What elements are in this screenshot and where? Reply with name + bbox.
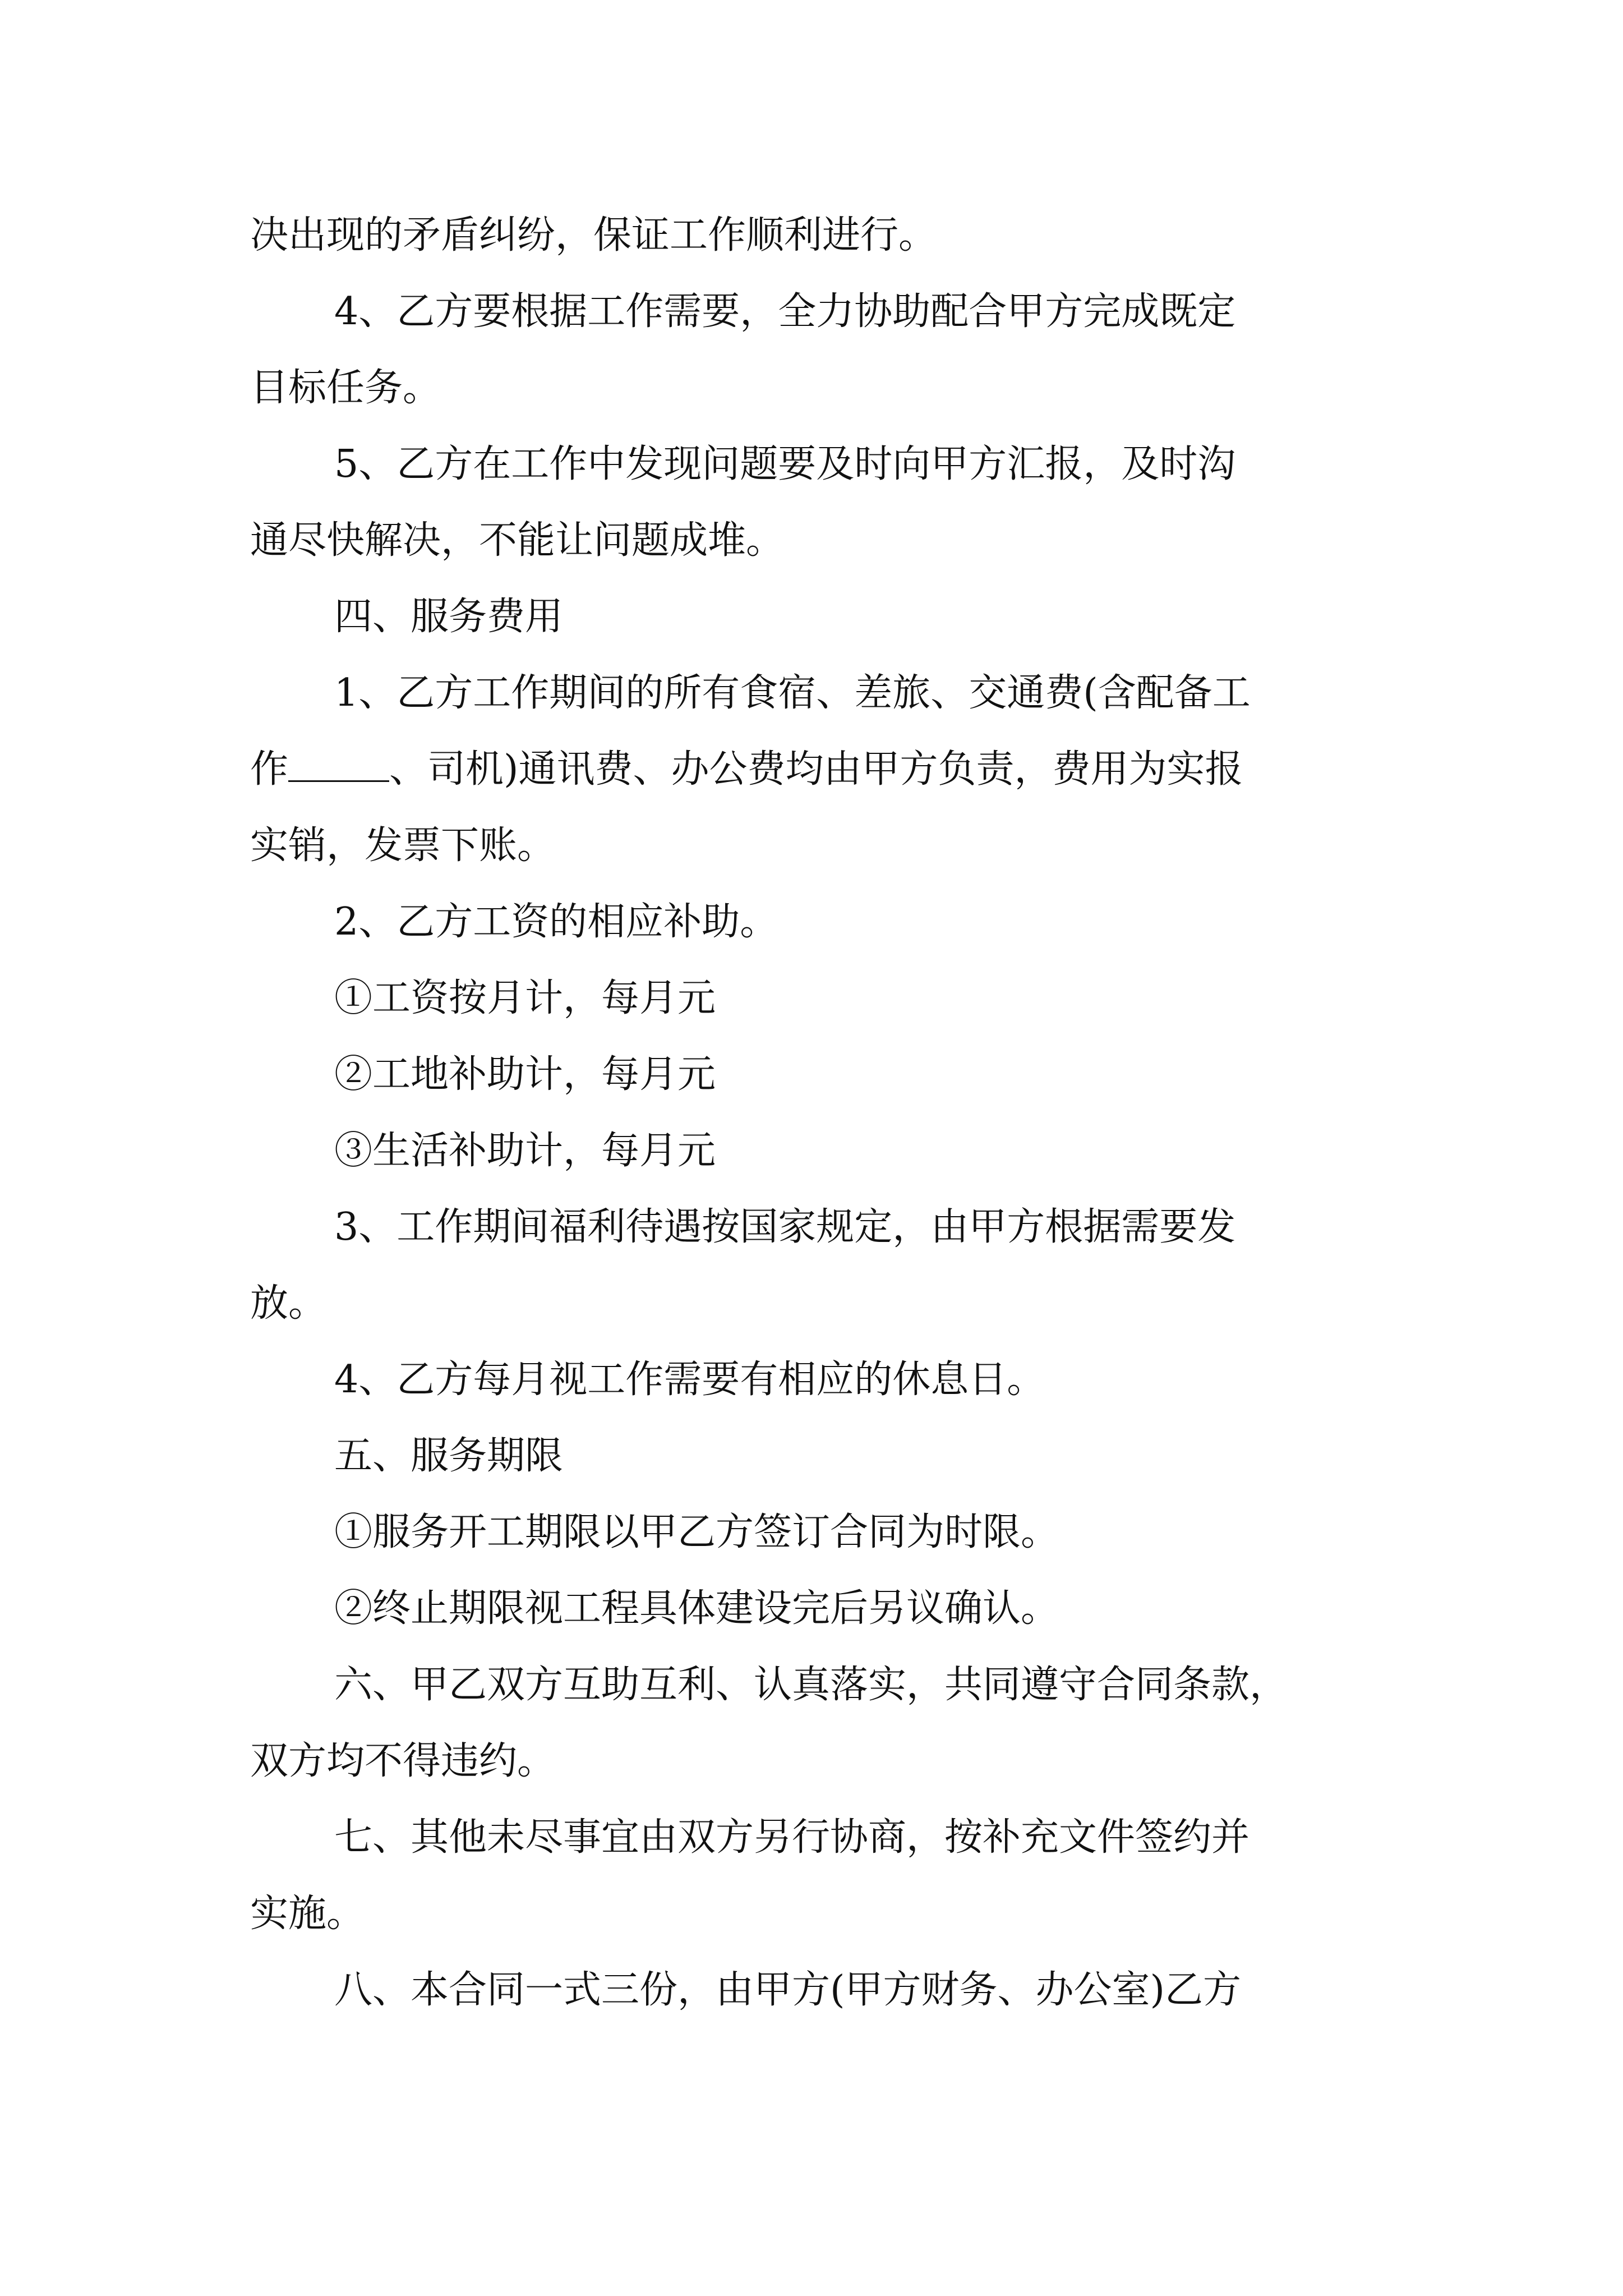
- blank-prefix-text: 作: [250, 747, 289, 792]
- clause-line: 4、乙方每月视工作需要有相应的休息日。: [334, 1358, 1045, 1402]
- text-line: 放。: [250, 1281, 327, 1326]
- clause-line: 3、工作期间福利待遇按国家规定，由甲方根据需要发: [334, 1205, 1236, 1249]
- sub-item-line: ①工资按月计，每月元: [334, 976, 716, 1020]
- section-heading: 四、服务费用: [334, 595, 564, 639]
- sub-item-line: ②终止期限视工程具体建设完后另议确认。: [334, 1586, 1059, 1631]
- text-line: 目标任务。: [250, 366, 441, 410]
- text-line: 实施。: [250, 1892, 365, 1936]
- clause-line: 2、乙方工资的相应补助。: [334, 900, 778, 944]
- text-line: 实销，发票下账。: [250, 823, 556, 868]
- clause-line: 1、乙方工作期间的所有食宿、差旅、交通费(含配备工: [334, 671, 1251, 715]
- sub-item-line: ②工地补助计，每月元: [334, 1052, 716, 1097]
- text-line: 通尽快解决，不能让问题成堆。: [250, 518, 785, 563]
- text-line: 决出现的矛盾纠纷，保证工作顺利进行。: [250, 213, 937, 257]
- text-line: 双方均不得违约。: [250, 1739, 556, 1783]
- clause-line: 5、乙方在工作中发现问题要及时向甲方汇报，及时沟: [334, 442, 1236, 486]
- contract-text: [250, 197, 1389, 2028]
- sub-item-line: ①服务开工期限以甲乙方签订合同为时限。: [334, 1510, 1059, 1554]
- sub-item-line: ③生活补助计，每月元: [334, 1129, 716, 1173]
- text-line-with-blank: [250, 731, 1389, 808]
- section-line: 七、其他未尽事宜由双方另行协商，按补充文件签约并: [334, 1815, 1250, 1860]
- clause-line: 4、乙方要根据工作需要，全力协助配合甲方完成既定: [334, 289, 1236, 334]
- section-line: 八、本合同一式三份，由甲方(甲方财务、办公室)乙方: [334, 1968, 1242, 2012]
- section-heading: 五、服务期限: [334, 1434, 564, 1478]
- blank-suffix-text: 、司机)通讯费、办公费均由甲方负责，费用为实报: [389, 747, 1243, 792]
- section-line: 六、甲乙双方互助互利、认真落实，共同遵守合同条款，: [334, 1663, 1288, 1707]
- fill-in-blank: [288, 751, 389, 782]
